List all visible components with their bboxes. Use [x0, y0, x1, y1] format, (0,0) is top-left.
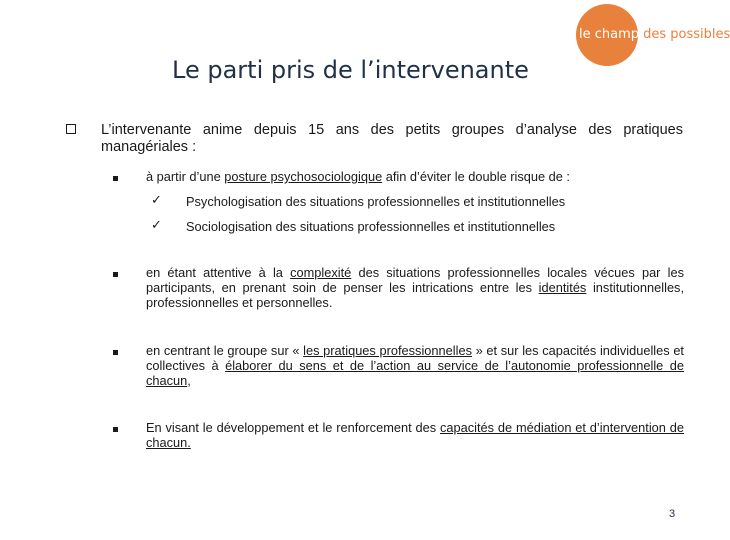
slide-title: Le parti pris de l’intervenante — [172, 56, 529, 84]
sub-point-4-text-a: En visant le développement et le renforcement des — [146, 420, 440, 435]
sub-point-1 — [146, 170, 684, 185]
hollow-square-bullet-icon — [66, 124, 78, 136]
sub-point-2-text-b: des situations professionnelles locales vécues par les participants, en prenant soin de penser les intrications entre les — [146, 265, 684, 295]
sub-point-3-text-c: , — [187, 372, 191, 388]
sub-point-4-emphasis: capacités de médiation et d’intervention de chacun. — [146, 420, 684, 450]
sub-point-2-text-c: institutionnelles, professionnelles et personnelles. — [146, 279, 685, 310]
sub-point-3-text-b: » et sur les capacités individuelles et collectives à — [146, 343, 684, 373]
sub-point-3-emphasis-1: les pratiques professionnelles — [303, 343, 472, 358]
logo-text-part1: le champ — [579, 27, 640, 42]
checkmark-icon: ✓ — [151, 192, 162, 207]
main-point: L’intervenante anime depuis 15 ans des petits groupes d’analyse des pratiques managériales : — [101, 122, 683, 155]
sub-point-2-emphasis-2: identités — [538, 279, 587, 295]
check-item-2: Sociologisation des situations professionnelles et institutionnelles — [186, 219, 556, 234]
logo — [558, 0, 730, 72]
square-bullet-icon — [113, 176, 118, 181]
checkmark-icon: ✓ — [151, 217, 162, 232]
square-bullet-icon — [113, 272, 118, 277]
sub-point-2-emphasis-1: complexité — [290, 265, 352, 280]
sub-point-1-text-b: afin d’éviter le double risque de : — [382, 169, 570, 184]
sub-point-1-text-a: à partir d’une — [146, 169, 225, 184]
sub-point-4 — [146, 421, 684, 451]
sub-point-1-emphasis: posture psychosociologique — [224, 169, 383, 184]
square-bullet-icon — [113, 350, 118, 355]
logo-text-part2: des possibles — [639, 27, 730, 42]
page-number: 3 — [669, 508, 676, 520]
sub-point-3 — [146, 344, 684, 388]
square-bullet-icon — [113, 427, 118, 432]
sub-point-2-text-a: en étant attentive à la — [146, 265, 291, 280]
sub-point-3-emphasis-2: élaborer du sens et de l’action au service de l’autonomie professionnelle de chacun — [146, 357, 684, 388]
sub-point-2 — [146, 266, 684, 310]
sub-point-3-text-a: en centrant le groupe sur « — [146, 343, 304, 358]
check-item-1: Psychologisation des situations professionnelles et institutionnelles — [186, 194, 566, 209]
logo-text — [579, 27, 730, 42]
